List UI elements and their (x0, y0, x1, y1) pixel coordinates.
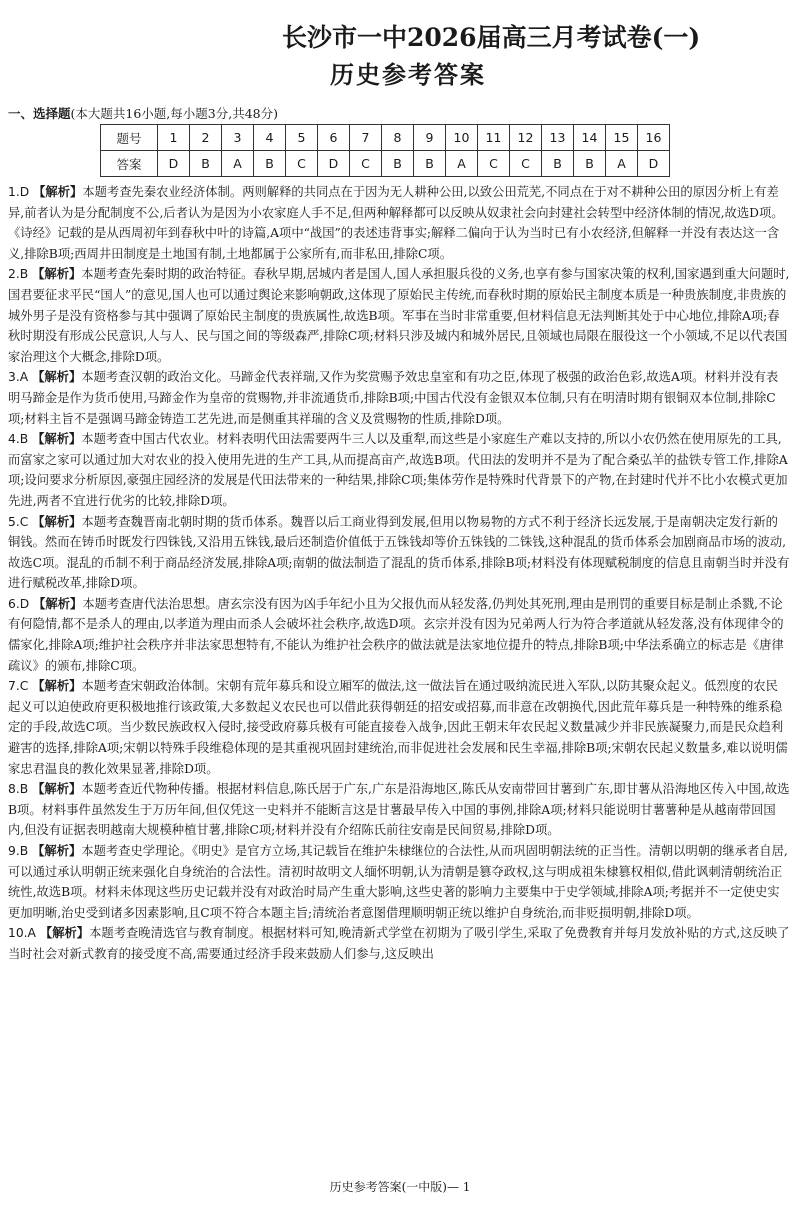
answer-cell: D (638, 151, 670, 177)
answer-cell: B (382, 151, 414, 177)
question-number-cell: 1 (158, 125, 190, 151)
question-number-cell: 8 (382, 125, 414, 151)
answer-cell: D (318, 151, 350, 177)
question-number-cell: 4 (254, 125, 286, 151)
item-text: 本题考查史学理论。《明史》是官方立场,其记载旨在维护朱棣继位的合法性,从而巩固明朝法统的正当性。清朝以明朝的继承者自居,可以通过承认明朝正统来强化自身统治的合法性。清初时故明文人缅怀明朝,认为清朝是篡夺政权,这与明成祖朱棣篡权相似,借此讽刺清朝统治正统性,故选B项。材料未体现这些历史记载并没有对政治时局产生重大影响,这些史著的影响力主要集中于史学领域,排除A项;考据并不一定使史实更加明晰,治史受到诸多因素影响,且C项不符合本题主旨;清统治者意图借理顺明朝正统以维护自身统治,而非贬损明朝,排除D项。 (8, 844, 788, 920)
explanation-item (8, 594, 790, 676)
item-number: 3.A (8, 370, 29, 385)
explanation-item (8, 182, 790, 264)
item-number: 1.D (8, 185, 30, 199)
item-number: 7.C (8, 679, 29, 694)
question-number-cell: 3 (222, 125, 254, 151)
answer-cell: A (222, 151, 254, 177)
item-text: 本题考查先秦农业经济体制。两则解释的共同点在于因为无人耕种公田,以致公田荒芜,不同点在于对不耕种公田的原因分析上有差异,前者认为是分配制度不公,后者认为是因为小农家庭人手不足,但两种解释都可以反映从奴隶社会向封建社会转型中经济体制的情况,故选D项。《诗经》记载的是从西周初年到春秋中叶的诗篇,A项中“战国”的表述违背事实;解释二偏向于认为当时已有小农经济,但解释一并没有表达这一含义,排除B项;西周井田制度是土地国有制,土地都属于公家所有,而非私田,排除C项。 (8, 185, 784, 261)
item-text: 本题考查宋朝政治体制。宋朝有荒年募兵和设立厢军的做法,这一做法旨在通过吸纳流民进入军队,以防其聚众起义。低烈度的农民起义可以迫使政府更积极地推行该政策,大多数起义农民也可以借此获得朝廷的招安或招募,而非意在改朝换代,因此荒年募兵是一种特殊的维系稳定的手段,故选C项。当少数民族政权入侵时,接受政府募兵极有可能直接卷入战争,因此王朝末年农民起义数量减少并非民族凝聚力,而是民众趋利避害的选择,排除A项;宋朝以特殊手段维稳体现的是其重视巩固封建统治,而非促进社会发展和民生幸福,排除B项;宋朝农民起义数量多,难以说明儒家忠君温良的教化效果显著,排除D项。 (8, 679, 788, 776)
answer-cell: D (158, 151, 190, 177)
analysis-tag: 【解析】 (32, 369, 82, 385)
item-number: 8.B (8, 782, 29, 797)
answer-cell: B (190, 151, 222, 177)
analysis-tag: 【解析】 (32, 781, 82, 797)
explanation-item (8, 429, 790, 511)
section-note: (本大题共16小题,每小题3分,共48分) (70, 106, 278, 121)
page-subtitle: 历史参考答案 (330, 60, 486, 89)
analysis-tag: 【解析】 (33, 184, 83, 199)
question-number-cell: 2 (190, 125, 222, 151)
answer-cell: A (446, 151, 478, 177)
explanation-item (8, 264, 790, 367)
item-number: 2.B (8, 267, 29, 282)
answer-cell: B (574, 151, 606, 177)
question-number-cell: 5 (286, 125, 318, 151)
analysis-tag: 【解析】 (32, 513, 82, 529)
question-number-cell: 10 (446, 125, 478, 151)
answer-cell: B (542, 151, 574, 177)
explanation-item (8, 779, 790, 841)
item-number: 6.D (8, 596, 30, 611)
answer-explanations (8, 182, 790, 965)
page-footer: 历史参考答案(一中版)— 1 (329, 1180, 471, 1194)
item-number: 5.C (8, 514, 29, 529)
item-text: 本题考查晚清选官与教育制度。根据材料可知,晚清新式学堂在初期为了吸引学生,采取了免费教育并每月发放补贴的方式,这反映了当时社会对新式教育的接受度不高,需要通过经济手段来鼓励人们参与,这反映出 (8, 926, 790, 961)
item-number: 9.B (8, 844, 29, 858)
question-number-cell: 14 (574, 125, 606, 151)
answer-cell: B (254, 151, 286, 177)
explanation-item (8, 676, 790, 779)
row-label-answers: 答案 (101, 151, 158, 177)
item-text: 本题考查魏晋南北朝时期的货币体系。魏晋以后工商业得到发展,但用以物易物的方式不利于经济长远发展,于是南朝决定发行新的铜钱。然而在铸币时既发行四铢钱,又沿用五铢钱,最后还制造价值低于五铢钱却等价五铢钱的二铢钱,这种混乱的货币体系会加剧商品市场的波动,故选C项。混乱的币制不利于商品经济发展,排除A项;南朝的做法制造了混乱的货币体系,排除B项;材料没有体现赋税制度的信息且南朝当时并没有进行赋税改革,排除D项。 (8, 514, 790, 591)
analysis-tag: 【解析】 (33, 595, 83, 611)
explanation-item (8, 841, 790, 923)
question-number-cell: 12 (510, 125, 542, 151)
analysis-tag: 【解析】 (32, 843, 82, 858)
question-number-cell: 11 (478, 125, 510, 151)
page-title: 长沙市一中2026届高三月考试卷(一) (282, 23, 701, 52)
answer-table-answer-row (101, 151, 670, 177)
question-number-cell: 7 (350, 125, 382, 151)
item-number: 10.A (8, 926, 36, 941)
item-text: 本题考查中国古代农业。材料表明代田法需要两牛三人以及重犁,而这些是小家庭生产难以支持的,所以小农仍然在使用原先的工具,而富家之家可以通过加大对农业的投入使用先进的生产工具,从而提高亩产,故选B项。代田法的发明并不是为了配合桑弘羊的盐铁专管工作,排除A项;设问要求分析原因,豪强庄园经济的发展是代田法带来的一种结果,排除C项;集体劳作是特殊时代背景下的产物,在封建时代并不比小农模式更加先进,两者不宜进行优劣的比较,排除D项。 (8, 432, 788, 508)
answer-cell: C (478, 151, 510, 177)
item-text: 本题考查先秦时期的政治特征。春秋早期,居城内者是国人,国人承担服兵役的义务,也享有参与国家决策的权利,国家遇到重大问题时,国君要征求平民“国人”的意见,国人也可以通过舆论来影响朝政,这体现了原始民主传统,而春秋时期的原始民主制度本质是一种贵族制度,非贵族的城外男子是没有资格参与其中强调了原始民主制度的贵族属性,故选B项。军事在当时非常重要,但材料信息无法判断其处于中心地位,排除A项;春秋时期没有形成公民意识,人与人、民与国之间的等级森严,排除C项;材料只涉及城内和城外居民,且领域也局限在服役这一个小领域,不足以代表国家治理这个大概念,排除D项。 (8, 267, 790, 364)
answer-table (100, 124, 670, 177)
section-heading (8, 104, 278, 122)
item-text: 本题考查近代物种传播。根据材料信息,陈氏居于广东,广东是沿海地区,陈氏从安南带回甘薯到广东,即甘薯从沿海地区传入中国,故选B项。材料事件虽然发生于万历年间,但仅凭这一史料并不能断言这是甘薯最早传入中国的事例,排除A项;材料只能说明甘薯薯种是从越南带回国内,但没有证据表明越南大规模种植甘薯,排除C项;材料并没有介绍陈氏前往安南是民间贸易,排除D项。 (8, 782, 790, 838)
question-number-cell: 16 (638, 125, 670, 151)
analysis-tag: 【解析】 (32, 431, 82, 447)
item-text: 本题考查唐代法治思想。唐玄宗没有因为凶手年纪小且为父报仇而从轻发落,仍判处其死刑,理由是刑罚的重要目标是制止杀戮,不论有何隐情,都不是杀人的理由,以孝道为理由而杀人会破坏社会秩序,故选D项。玄宗并没有因为兄弟两人行为符合孝道就从轻发落,没有体现律令的儒家化,排除A项;维护社会秩序并非法家思想特有,不能认为维护社会秩序的做法就是法家地位提升的特点,排除B项;中华法系确立的标志是《唐律疏议》的颁布,排除C项。 (8, 596, 784, 673)
question-number-cell: 9 (414, 125, 446, 151)
answer-table-number-row (101, 125, 670, 151)
analysis-tag: 【解析】 (32, 678, 82, 694)
explanation-item (8, 923, 790, 964)
question-number-cell: 15 (606, 125, 638, 151)
row-label-numbers: 题号 (101, 125, 158, 151)
answer-cell: A (606, 151, 638, 177)
answer-cell: B (414, 151, 446, 177)
explanation-item (8, 367, 790, 429)
answer-cell: C (350, 151, 382, 177)
question-number-cell: 13 (542, 125, 574, 151)
explanation-item (8, 512, 790, 594)
item-number: 4.B (8, 432, 29, 447)
analysis-tag: 【解析】 (39, 925, 90, 941)
question-number-cell: 6 (318, 125, 350, 151)
analysis-tag: 【解析】 (32, 266, 82, 282)
answer-cell: C (286, 151, 318, 177)
answer-cell: C (510, 151, 542, 177)
item-text: 本题考查汉朝的政治文化。马蹄金代表祥瑞,又作为奖赏赐予效忠皇室和有功之臣,体现了极强的政治色彩,故选A项。材料并没有表明马蹄金是作为货币使用,马蹄金作为皇帝的赏赐物,并非流通货币,排除B项;中国古代没有金银双本位制,只有在明清时期有银铜双本位制,排除C项;材料主旨不是强调马蹄金铸造工艺先进,而是侧重其祥瑞的含义及赏赐物的性质,排除D项。 (8, 370, 779, 426)
section-label: 一、选择题 (8, 106, 71, 121)
